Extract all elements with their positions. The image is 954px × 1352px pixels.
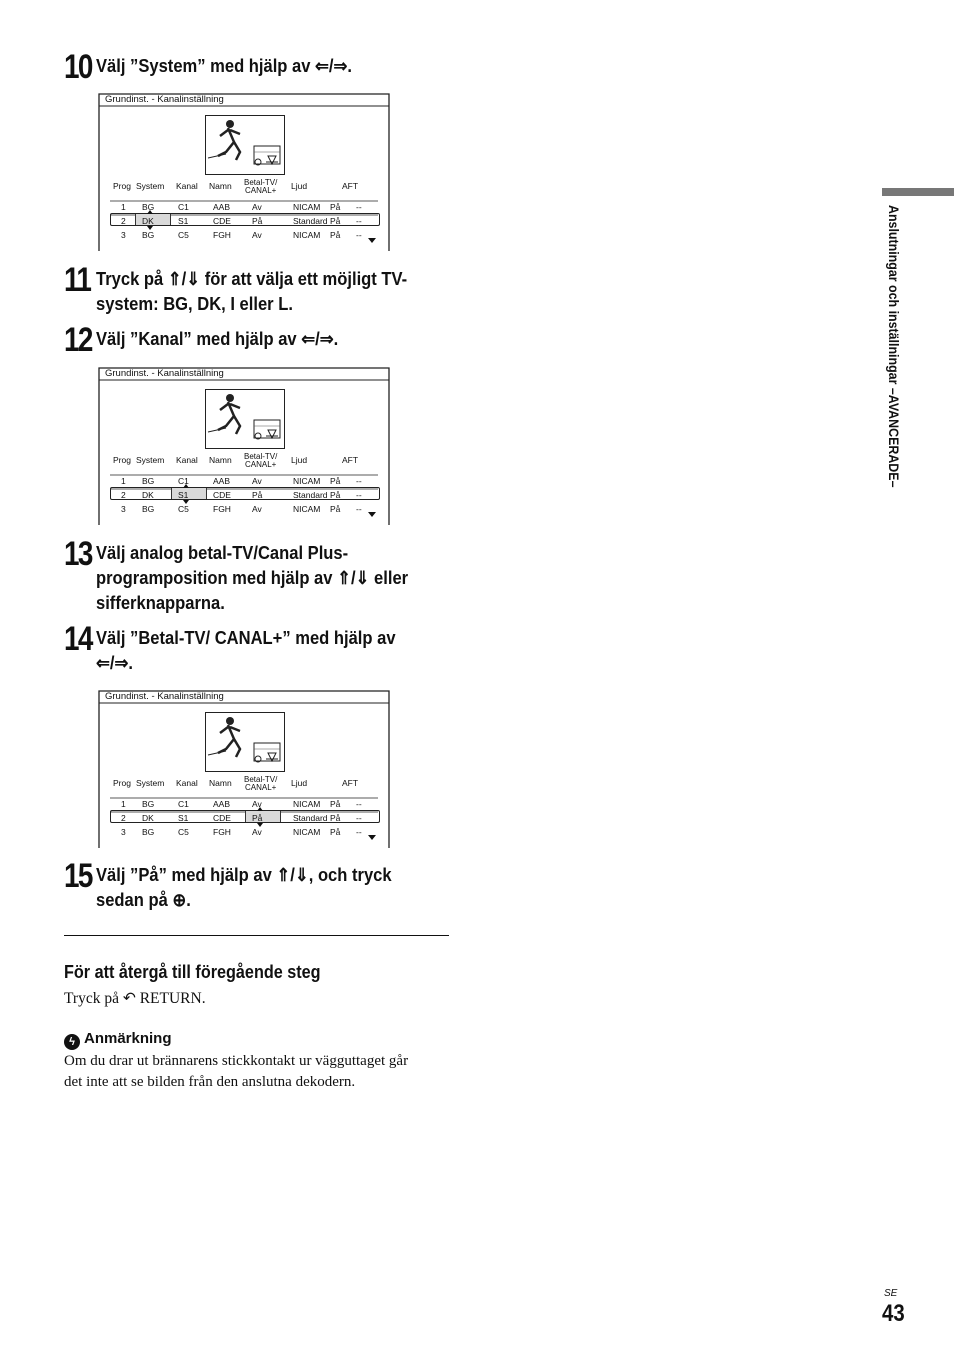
table-cell: 1 [121, 202, 126, 212]
table-cell: C5 [178, 504, 189, 514]
down-arrow-icon [147, 226, 153, 230]
table-cell: På [252, 813, 263, 823]
soccer-player-thumbnail-icon [205, 389, 285, 449]
table-cell: Standard [293, 490, 328, 500]
table-cell: På [330, 230, 341, 240]
header-betal-tv: Betal-TV/ CANAL+ [244, 178, 278, 195]
step-number: 14 [64, 620, 92, 658]
table-cell: 2 [121, 216, 126, 226]
table-cell: CDE [213, 490, 231, 500]
table-cell: På [330, 476, 341, 486]
table-cell: NICAM [293, 827, 321, 837]
table-cell: BG [142, 230, 155, 240]
soccer-player-thumbnail-icon [205, 712, 285, 772]
up-arrow-icon [183, 484, 189, 488]
page-region: SE [884, 1288, 898, 1299]
step-text: Välj ”System” med hjälp av ⇐/⇒. [96, 56, 353, 76]
table-cell: C1 [178, 202, 189, 212]
table-cell: -- [356, 202, 362, 212]
column-header: Prog [113, 455, 131, 465]
screen-title: Grundinst. - Kanalinställning [105, 94, 224, 105]
step-number: 10 [64, 48, 92, 86]
table-cell: DK [142, 490, 154, 500]
table-cell: Av [252, 202, 262, 212]
table-cell: DK [142, 813, 154, 823]
screen-title: Grundinst. - Kanalinställning [105, 691, 224, 702]
note-icon: ϟ [64, 1034, 80, 1050]
table-cell: CDE [213, 216, 231, 226]
table-cell: Av [252, 230, 262, 240]
side-tab-bar [882, 188, 954, 196]
table-cell: S1 [178, 490, 189, 500]
table-cell: C1 [178, 799, 189, 809]
column-header: Namn [209, 778, 232, 788]
table-cell: CDE [213, 813, 231, 823]
table-cell: C5 [178, 230, 189, 240]
column-header: System [136, 455, 165, 465]
step-number: 15 [64, 857, 92, 895]
table-cell: -- [356, 827, 362, 837]
table-cell: DK [142, 216, 154, 226]
scroll-down-icon [368, 238, 376, 243]
table-cell: 2 [121, 490, 126, 500]
table-cell: På [252, 490, 263, 500]
table-cell: NICAM [293, 202, 321, 212]
step-number: 11 [64, 261, 91, 299]
table-cell: BG [142, 799, 155, 809]
table-cell: S1 [178, 813, 189, 823]
table-cell: På [330, 799, 341, 809]
table-cell: AAB [213, 476, 231, 486]
table-cell: NICAM [293, 799, 321, 809]
table-cell: 3 [121, 504, 126, 514]
column-header: Kanal [176, 181, 198, 191]
step-text: Välj ”Betal-TV/ CANAL+” med hjälp av ⇐/⇒. [96, 628, 396, 673]
table-cell: På [330, 202, 341, 212]
table-cell: Standard [293, 813, 328, 823]
table-cell: -- [356, 476, 362, 486]
section-divider [64, 935, 449, 936]
column-header: Kanal [176, 778, 198, 788]
column-header: Prog [113, 778, 131, 788]
column-header: Namn [209, 181, 232, 191]
column-header: AFT [342, 778, 359, 788]
step-text: Välj ”På” med hjälp av ⇑/⇓, och tryck sedan på ⊕. [96, 865, 392, 910]
table-cell: Standard [293, 216, 328, 226]
column-header: Ljud [291, 455, 308, 465]
down-arrow-icon [183, 500, 189, 504]
table-cell: På [330, 490, 341, 500]
step-number: 12 [64, 321, 92, 359]
side-chapter-label: Anslutningar och inställningar –AVANCERADE– [886, 205, 901, 488]
table-cell: På [330, 813, 341, 823]
table-cell: NICAM [293, 504, 321, 514]
channel-setup-screen-betal-tv [98, 690, 390, 848]
table-cell: På [252, 216, 263, 226]
column-header: Namn [209, 455, 232, 465]
table-cell: -- [356, 216, 362, 226]
table-cell: Av [252, 476, 262, 486]
column-header: AFT [342, 455, 359, 465]
note-text: Om du drar ut brännarens stickkontakt ur vägguttaget går det inte att se bilden från den anslutna dekodern. [64, 1053, 409, 1090]
table-cell: NICAM [293, 476, 321, 486]
header-betal-tv: Betal-TV/ CANAL+ [244, 452, 278, 469]
table-cell: -- [356, 799, 362, 809]
down-arrow-icon [257, 823, 263, 827]
table-cell: 3 [121, 230, 126, 240]
table-cell: BG [142, 827, 155, 837]
table-cell: FGH [213, 230, 231, 240]
table-cell: Av [252, 504, 262, 514]
table-cell: C1 [178, 476, 189, 486]
channel-setup-screen-system [98, 93, 390, 251]
section-heading: För att återgå till föregående steg [64, 962, 321, 982]
column-header: Prog [113, 181, 131, 191]
table-cell: BG [142, 504, 155, 514]
table-cell: FGH [213, 827, 231, 837]
table-cell: På [330, 504, 341, 514]
soccer-player-thumbnail-icon [205, 115, 285, 175]
step-text: Välj ”Kanal” med hjälp av ⇐/⇒. [96, 329, 339, 349]
scroll-down-icon [368, 512, 376, 517]
table-cell: -- [356, 230, 362, 240]
table-cell: S1 [178, 216, 189, 226]
table-cell: Av [252, 827, 262, 837]
table-cell: -- [356, 490, 362, 500]
table-cell: BG [142, 476, 155, 486]
table-cell: 3 [121, 827, 126, 837]
table-cell: 1 [121, 799, 126, 809]
column-header: Ljud [291, 778, 308, 788]
channel-setup-screen-kanal [98, 367, 390, 525]
step-text: Tryck på ⇑/⇓ för att välja ett möjligt TV- system: BG, DK, I eller L. [96, 269, 408, 314]
table-cell: -- [356, 504, 362, 514]
table-cell: Av [252, 799, 262, 809]
column-header: AFT [342, 181, 359, 191]
scroll-down-icon [368, 835, 376, 840]
note-heading: ϟ Anmärkning [64, 1030, 172, 1050]
table-cell: AAB [213, 799, 231, 809]
up-arrow-icon [257, 807, 263, 811]
step-number: 13 [64, 535, 92, 573]
table-cell: 1 [121, 476, 126, 486]
column-header: System [136, 778, 165, 788]
header-betal-tv: Betal-TV/ CANAL+ [244, 775, 278, 792]
table-cell: -- [356, 813, 362, 823]
section-text: Tryck på ↶ RETURN. [64, 990, 206, 1007]
column-header: System [136, 181, 165, 191]
table-cell: På [330, 827, 341, 837]
table-cell: 2 [121, 813, 126, 823]
table-cell: BG [142, 202, 155, 212]
column-header: Ljud [291, 181, 308, 191]
table-cell: NICAM [293, 230, 321, 240]
step-text: Välj analog betal-TV/Canal Plus- programposition med hjälp av ⇑/⇓ eller sifferknapparna. [96, 543, 409, 613]
table-cell: AAB [213, 202, 231, 212]
up-arrow-icon [147, 210, 153, 214]
screen-title: Grundinst. - Kanalinställning [105, 368, 224, 379]
page-number: 43 [882, 1300, 905, 1327]
table-cell: På [330, 216, 341, 226]
table-cell: FGH [213, 504, 231, 514]
table-cell: C5 [178, 827, 189, 837]
column-header: Kanal [176, 455, 198, 465]
